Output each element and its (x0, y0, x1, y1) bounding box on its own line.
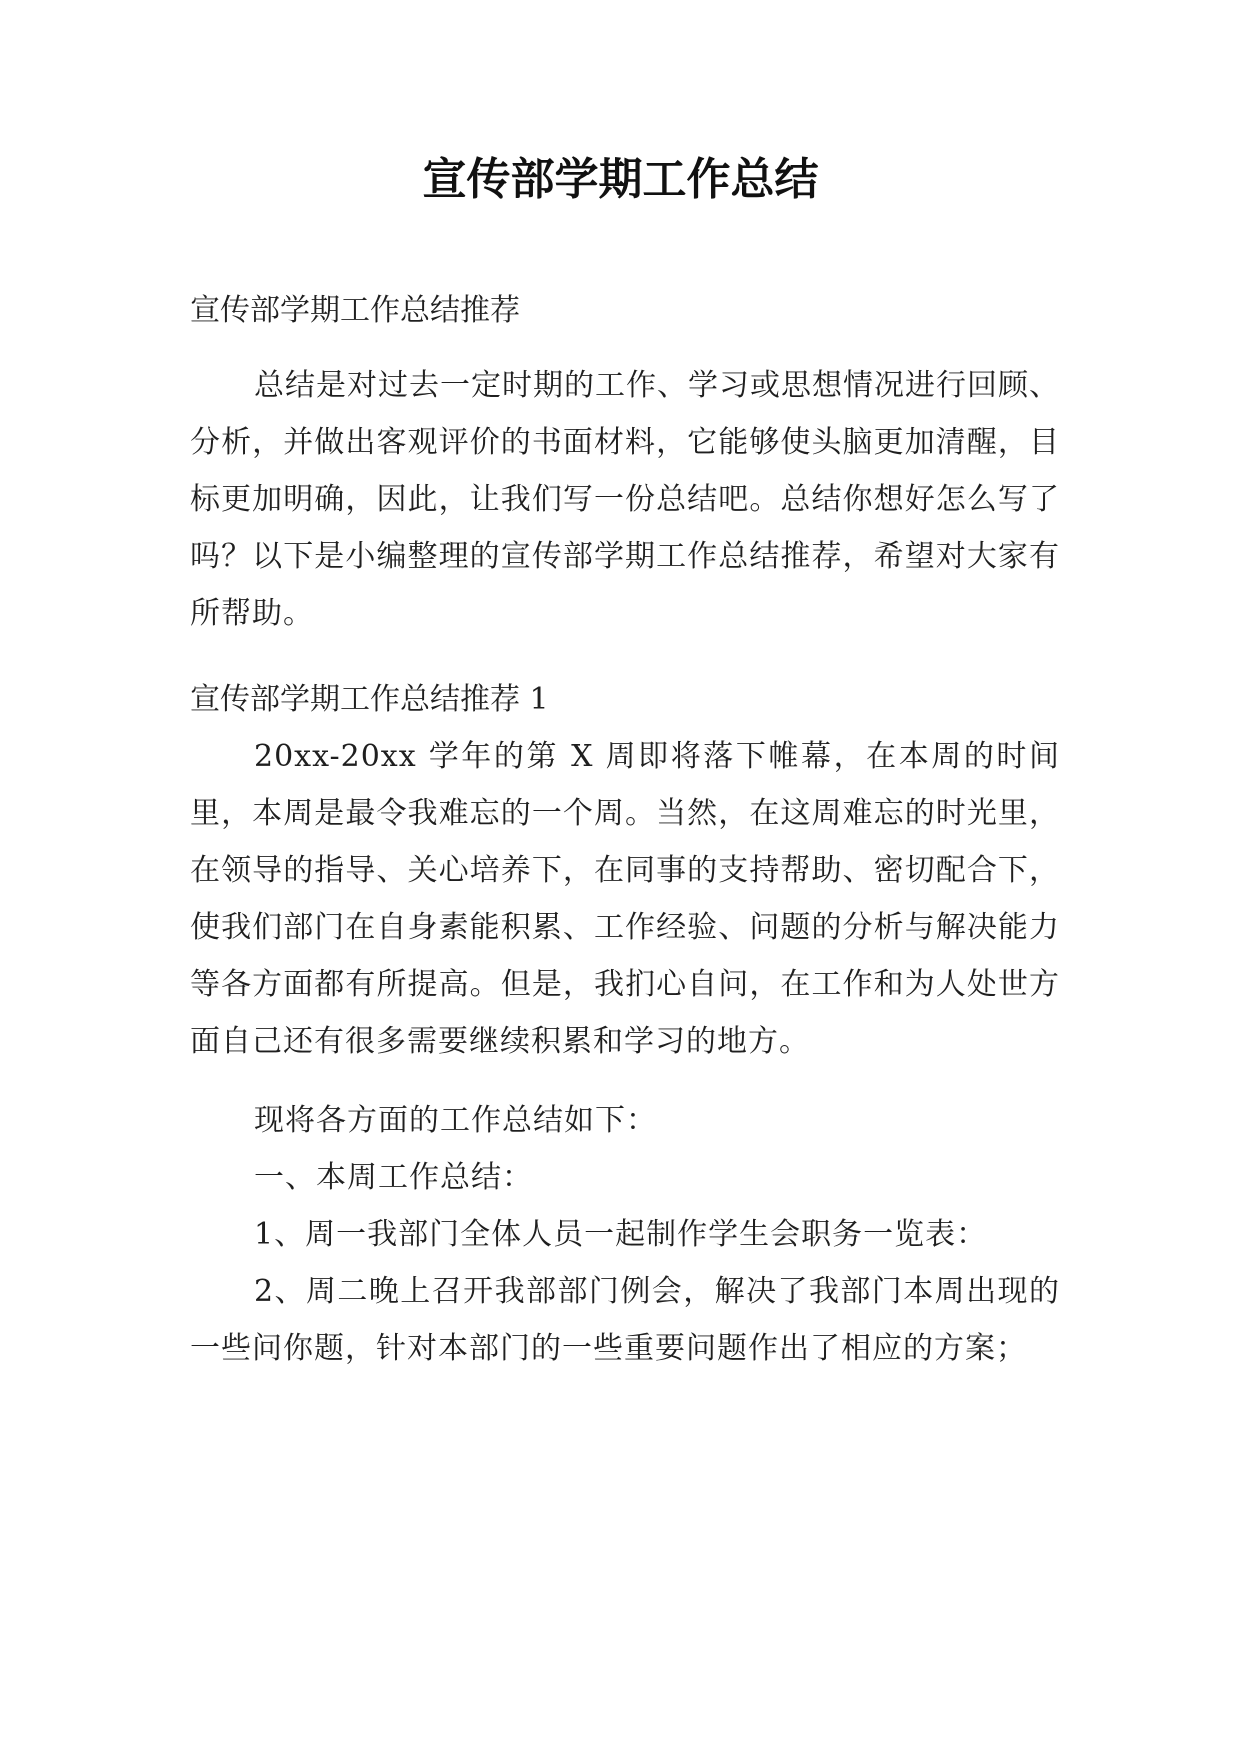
body-paragraph: 2、周二晚上召开我部部门例会，解决了我部门本周出现的一些问你题，针对本部门的一些重要问题作出了相应的方案； (190, 1274, 1060, 1366)
body-paragraph: 一、本周工作总结： (254, 1160, 533, 1195)
body-paragraph: 1、周一我部门全体人员一起制作学生会职务一览表： (254, 1217, 988, 1252)
document-title: 宣传部学期工作总结 (422, 154, 819, 205)
intro-paragraph: 总结是对过去一定时期的工作、学习或思想情况进行回顾、分析，并做出客观评价的书面材料，它能够使头脑更加清醒，目标更加明确，因此，让我们写一份总结吧。总结你想好怎么写了吗？以下是小编整理的宣传部学期工作总结推荐，希望对大家有所帮助。 (190, 368, 1060, 631)
body-paragraph: 20xx-20xx 学年的第 X 周即将落下帷幕，在本周的时间里，本周是最令我难忘的一个周。当然，在这周难忘的时光里，在领导的指导、关心培养下，在同事的支持帮助、密切配合下，使我们部门在自身素能积累、工作经验、问题的分析与解决能力等各方面都有所提高。但是，我扪心自问，在工作和为人处世方面自己还有很多需要继续积累和学习的地方。 (190, 739, 1060, 1059)
document-subtitle: 宣传部学期工作总结推荐 (190, 293, 520, 328)
body-paragraph: 现将各方面的工作总结如下： (254, 1103, 657, 1138)
section-heading: 宣传部学期工作总结推荐 1 (190, 682, 549, 717)
